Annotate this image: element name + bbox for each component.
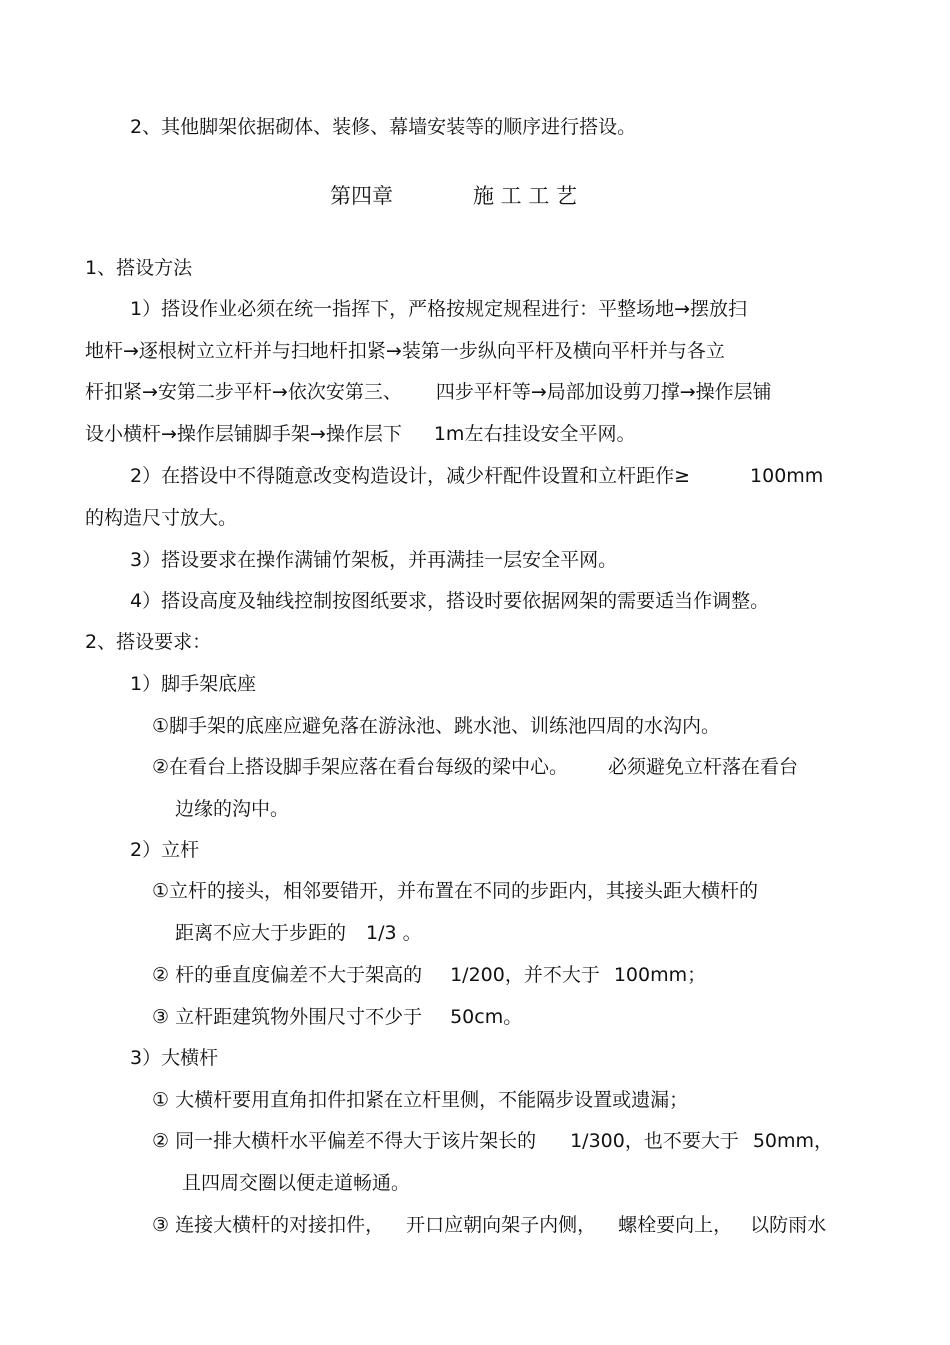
list-item — [152, 1213, 826, 1237]
text-run: 100mm； — [613, 964, 707, 986]
text-run: ③ 立杆距建筑物外围尺寸不少于 — [152, 1006, 423, 1028]
list-item-continuation — [175, 921, 422, 945]
text-run: ③ 连接大横杆的对接扣件， — [152, 1214, 385, 1236]
list-item — [152, 1129, 833, 1153]
list-item-continuation — [182, 1171, 410, 1195]
list-item — [152, 755, 798, 779]
text-run: 距离不应大于步距的 — [175, 922, 347, 944]
paragraph-line — [130, 548, 617, 572]
text-run: 1m左右挂设安全平网。 — [433, 423, 636, 445]
text-run: 杆扣紧→安第二步平杆→依次安第三、 — [85, 381, 402, 403]
section-heading — [85, 256, 192, 280]
list-item — [152, 963, 706, 987]
text-run: 1/200，并不大于 — [450, 964, 600, 986]
subsection-heading — [130, 1046, 218, 1070]
list-item — [152, 1005, 522, 1029]
paragraph-line — [130, 297, 747, 321]
list-item-continuation — [175, 797, 289, 821]
text-run: ① 大横杆要用直角扣件扣紧在立杆里侧，不能隔步设置或遗漏； — [152, 1089, 689, 1111]
text-run: 3）大横杆 — [130, 1047, 219, 1069]
text-run: 2、搭设要求： — [85, 631, 212, 653]
paragraph-line — [85, 339, 725, 363]
chapter-name: 施 工 工 艺 — [473, 184, 578, 208]
paragraph-line — [85, 506, 237, 530]
text-run: 50mm， — [752, 1130, 834, 1152]
text-run: ②在看台上搭设脚手架应落在看台每级的梁中心。 — [152, 756, 569, 778]
text-run: ② 杆的垂直度偏差不大于架高的 — [152, 964, 423, 986]
text-run: 地杆→逐根树立立杆并与扫地杆扣紧→装第一步纵向平杆及横向平杆并与各立 — [85, 340, 725, 362]
text-run: ①脚手架的底座应避免落在游泳池、跳水池、训练池四周的水沟内。 — [152, 715, 721, 737]
text-run: 1、搭设方法 — [85, 257, 193, 279]
text-run: 100mm — [750, 465, 824, 487]
text-run: 2、其他脚架依据砌体、装修、幕墙安装等的顺序进行搭设。 — [130, 116, 637, 138]
section-heading — [85, 630, 211, 654]
text-run: 50cm。 — [450, 1006, 523, 1028]
text-run: 的构造尺寸放大。 — [85, 507, 238, 529]
text-run: 1）脚手架底座 — [130, 673, 257, 695]
list-item — [152, 1088, 688, 1112]
text-run: 且四周交圈以便走道畅通。 — [182, 1172, 411, 1194]
paragraph-line — [130, 589, 769, 613]
text-run: ② 同一排大横杆水平偏差不得大于该片架长的 — [152, 1130, 537, 1152]
text-run: 开口应朝向架子内侧， — [406, 1214, 597, 1236]
text-run: 1）搭设作业必须在统一指挥下，严格按规定规程进行：平整场地→摆放扫 — [130, 298, 748, 320]
subsection-heading — [130, 838, 199, 862]
text-run: ①立杆的接头，相邻要错开，并布置在不同的步距内，其接头距大横杆的 — [152, 880, 759, 902]
list-item — [152, 879, 758, 903]
text-run: 边缘的沟中。 — [175, 798, 290, 820]
list-item — [152, 714, 720, 738]
subsection-heading — [130, 672, 256, 696]
text-run: 2）在搭设中不得随意改变构造设计，减少杆配件设置和立杆距作≥ — [130, 465, 691, 487]
text-run: 必须避免立杆落在看台 — [608, 756, 799, 778]
text-run: 2）立杆 — [130, 839, 200, 861]
text-run: 以防雨水 — [750, 1214, 827, 1236]
text-run: 四步平杆等→局部加设剪刀撑→操作层铺 — [435, 381, 772, 403]
chapter-number: 第四章 — [330, 184, 393, 208]
paragraph-line — [130, 115, 636, 139]
paragraph-line — [130, 464, 823, 488]
chapter-title — [330, 184, 577, 208]
text-run: 1/300，也不要大于 — [570, 1130, 739, 1152]
text-run: 1/3 。 — [366, 922, 422, 944]
text-run: 设小横杆→操作层铺脚手架→操作层下 — [85, 423, 402, 445]
paragraph-line — [85, 380, 772, 404]
text-run: 螺栓要向上， — [618, 1214, 733, 1236]
text-run: 4）搭设高度及轴线控制按图纸要求，搭设时要依据网架的需要适当作调整。 — [130, 590, 770, 612]
text-run: 3）搭设要求在操作满铺竹架板，并再满挂一层安全平网。 — [130, 549, 618, 571]
paragraph-line — [85, 422, 635, 446]
